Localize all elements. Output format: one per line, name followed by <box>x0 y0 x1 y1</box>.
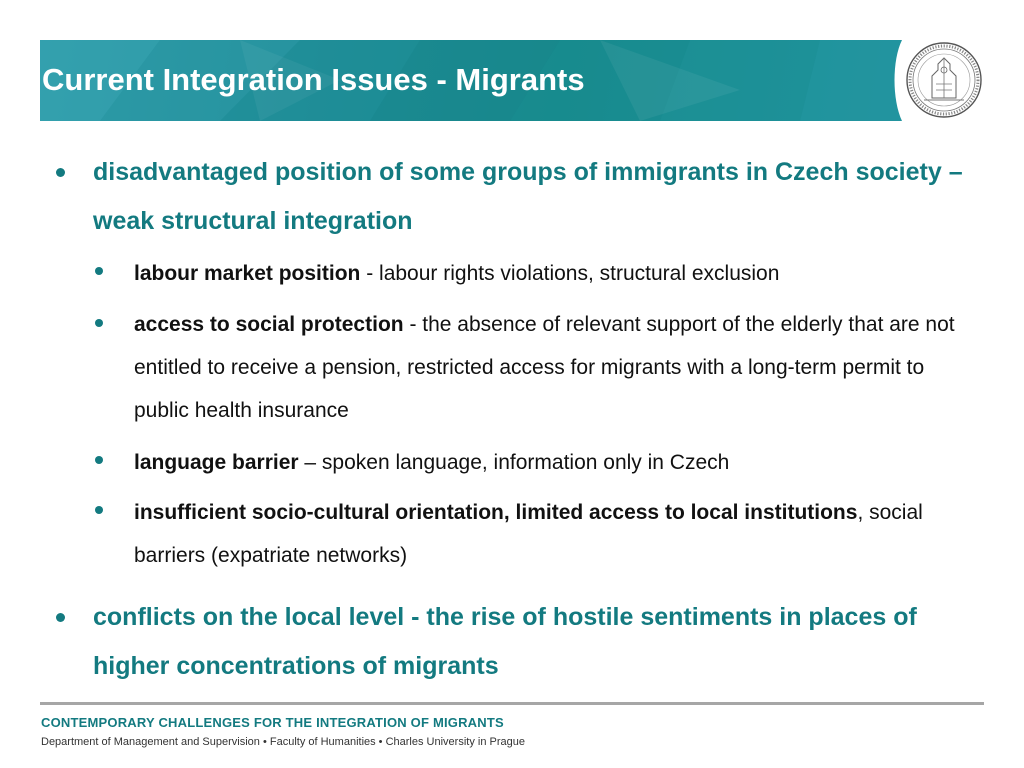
bullet-level1: disadvantaged position of some groups of immigrants in Czech society – weak structural integration <box>93 158 963 235</box>
slide-header <box>40 40 984 121</box>
bullet-dot <box>56 613 65 622</box>
bullet-level1: conflicts on the local level - the rise of hostile sentiments in places of higher concentrations of migrants <box>93 603 917 680</box>
footer-affiliation: Department of Management and Supervision • Faculty of Humanities • Charles University in Prague <box>41 736 525 748</box>
sub-bullet-term: language barrier <box>134 451 299 474</box>
sub-bullet-dot <box>95 267 103 275</box>
seal-panel <box>888 40 984 121</box>
sub-bullet-description: - labour rights violations, structural exclusion <box>360 262 780 285</box>
sub-bullet-description: , social barriers (expatriate networks) <box>134 501 923 567</box>
slide-title: Current Integration Issues - Migrants <box>42 62 585 97</box>
sub-bullet-dot <box>95 506 103 514</box>
sub-bullet-term: labour market position <box>134 262 361 285</box>
sub-bullet-description: – spoken language, information only in Czech <box>298 451 730 474</box>
bullet-dot <box>56 168 65 177</box>
university-seal-icon <box>888 40 984 121</box>
sub-bullet-labour-market <box>134 252 974 295</box>
sub-bullet-term: access to social protection <box>134 313 404 336</box>
footer-course-title: CONTEMPORARY CHALLENGES FOR THE INTEGRATION OF MIGRANTS <box>41 715 504 730</box>
sub-bullet-dot <box>95 456 103 464</box>
sub-bullet-language-barrier <box>134 441 974 484</box>
footer-divider <box>40 702 984 705</box>
sub-bullet-social-protection <box>134 303 974 432</box>
sub-bullet-term: insufficient socio-cultural orientation, limited access to local institutions <box>134 501 858 524</box>
sub-bullet-dot <box>95 319 103 327</box>
sub-bullet-description: - the absence of relevant support of the elderly that are not entitled to receive a pension, restricted access for migrants with a long-term permit to public health insurance <box>134 313 955 422</box>
sub-bullet-socio-cultural <box>134 491 974 577</box>
